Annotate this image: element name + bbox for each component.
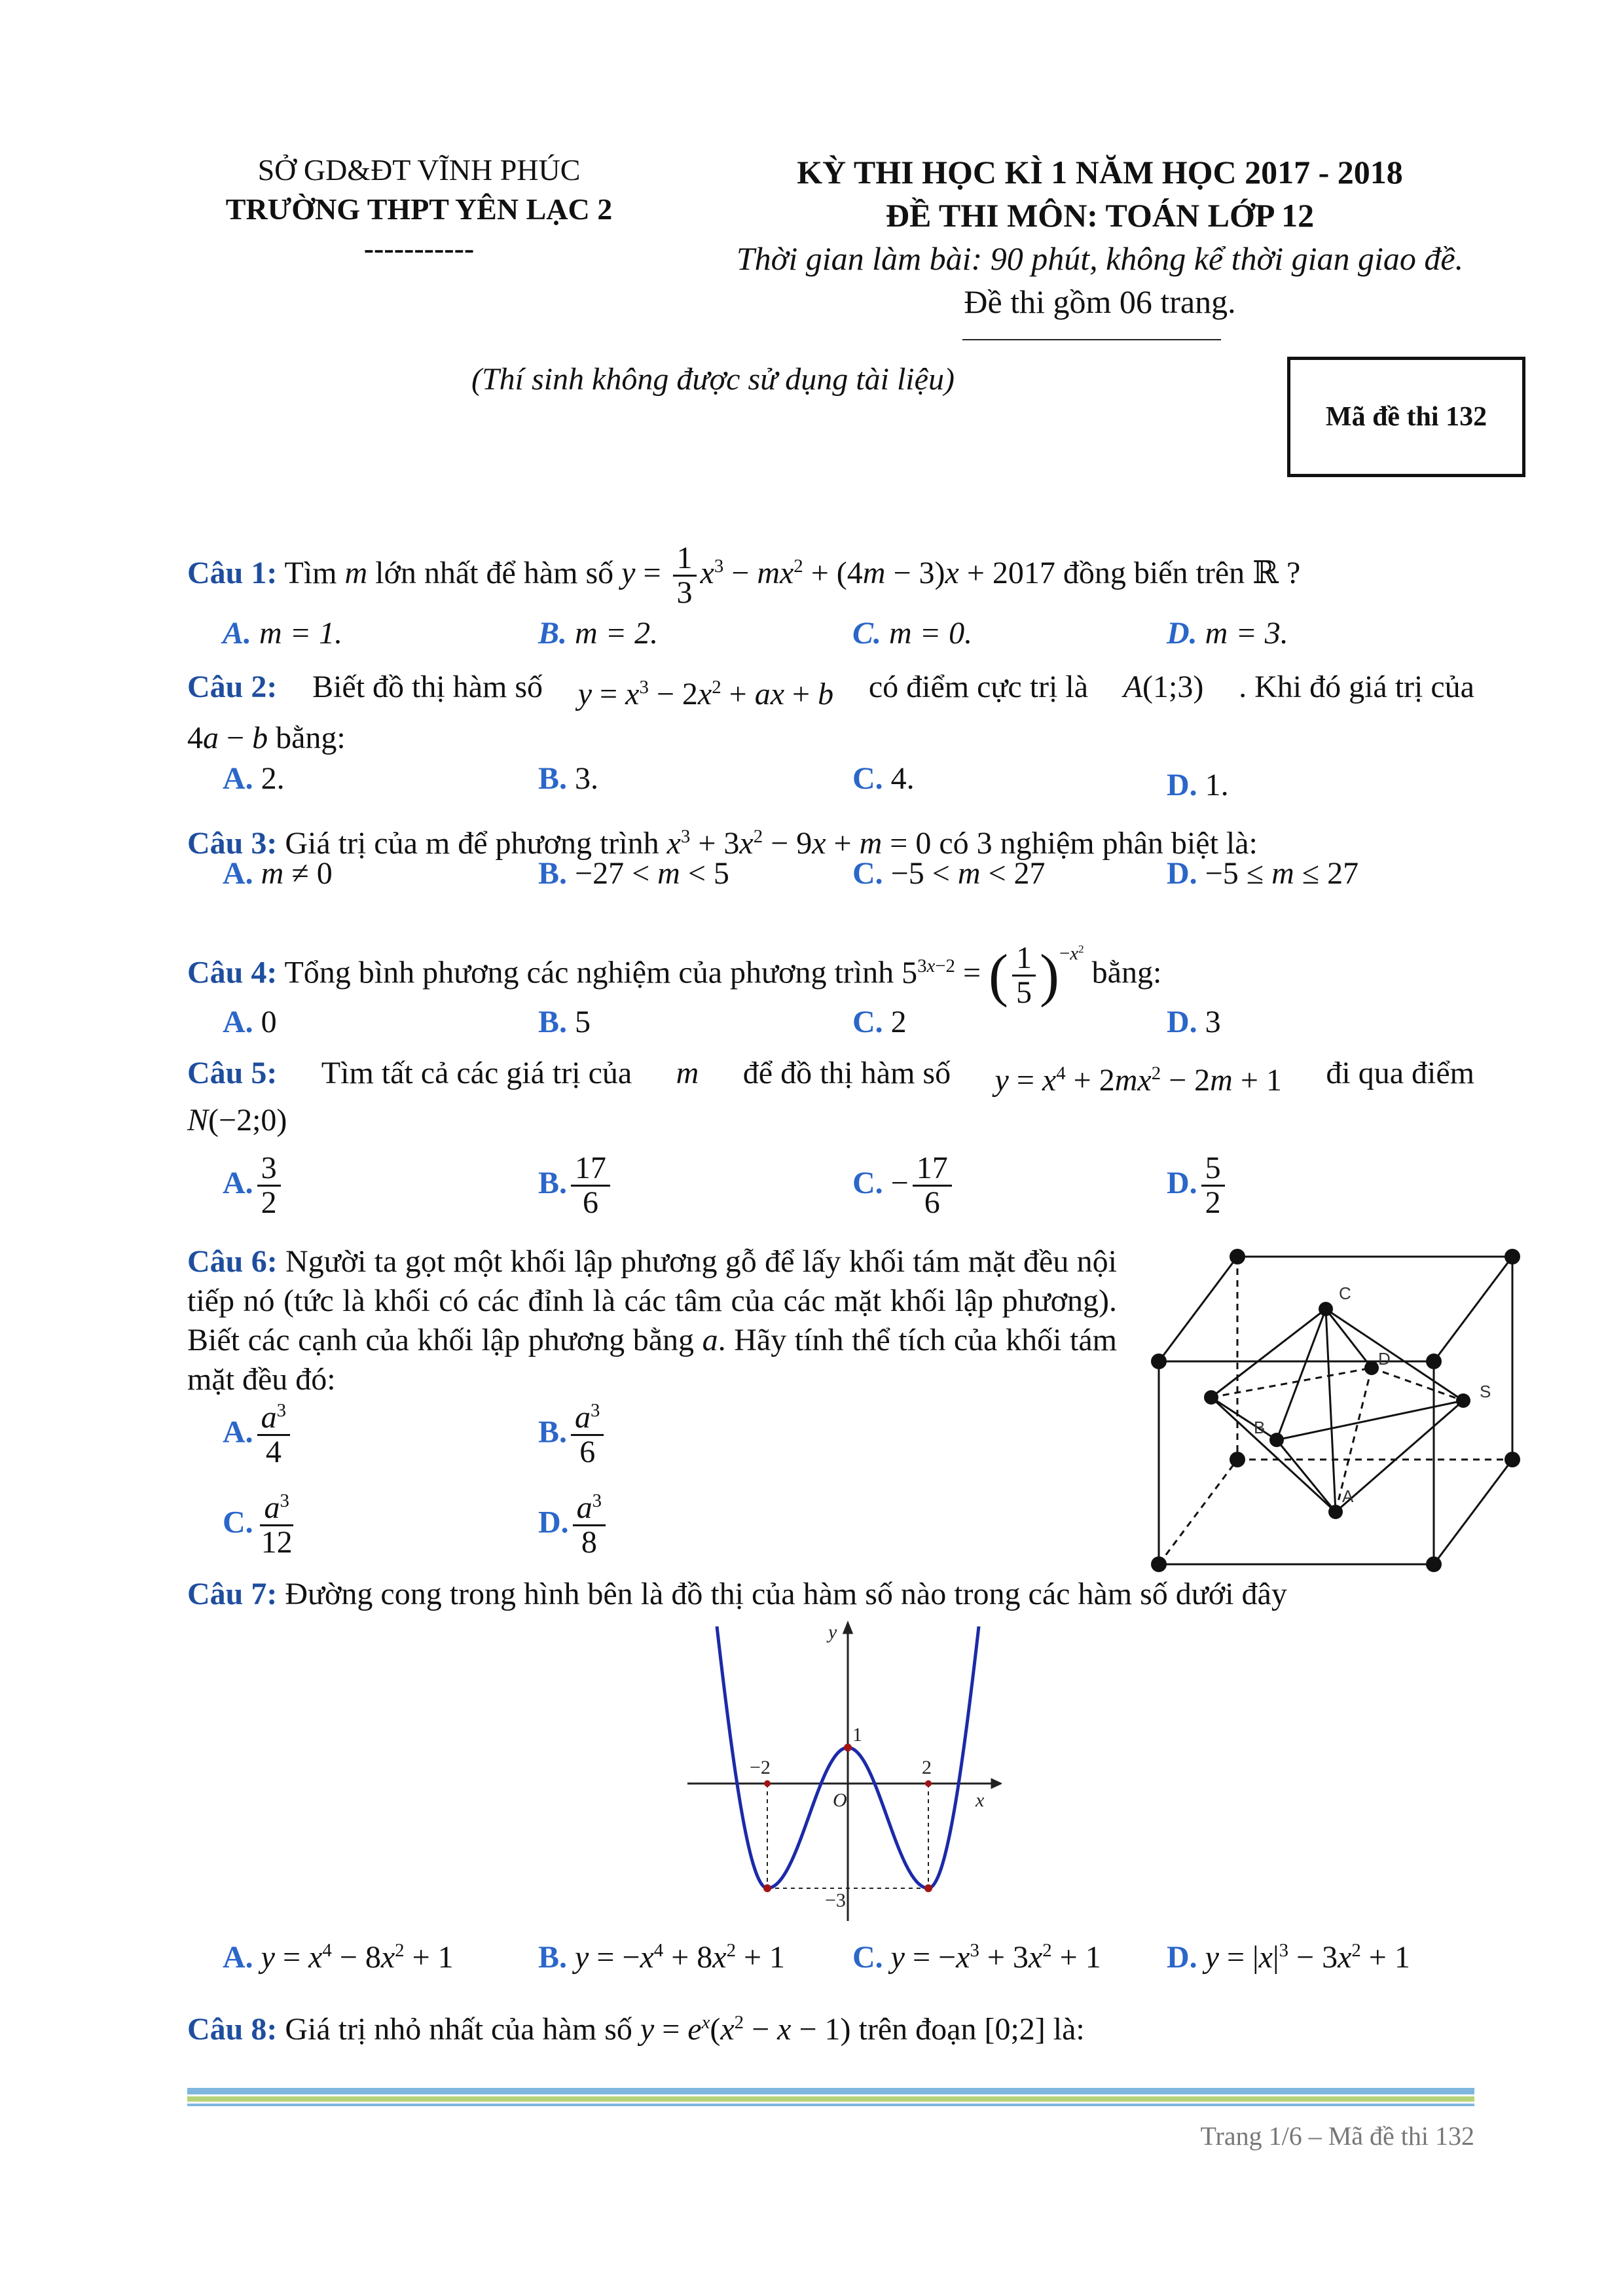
q6-option-d[interactable]: D. $\frac{a^3}{8}$	[538, 1491, 610, 1560]
notice: (Thí sinh không được sử dụng tài liệu)	[471, 362, 955, 397]
vertex-label-c: C	[1339, 1283, 1351, 1303]
question-text: bằng:	[276, 721, 346, 755]
q7-option-d[interactable]: D. $y = |x|^3 - 3x^2 + 1$	[1167, 1940, 1410, 1975]
question-text: bằng:	[1091, 955, 1162, 990]
question-text: Tìm tất cả các giá trị của	[321, 1056, 632, 1090]
question-label: Câu 6:	[187, 1244, 278, 1279]
question-1	[187, 542, 1300, 610]
vertex-label-s: S	[1480, 1382, 1491, 1401]
tick-label-neg2: −2	[750, 1757, 771, 1778]
question-text: Đường cong trong hình bên là đồ thị của hàm số nào trong các hàm số dưới đây	[285, 1577, 1287, 1611]
question-6	[187, 1242, 1117, 1399]
question-label: Câu 1:	[187, 555, 278, 590]
q6-option-c[interactable]: C. $\frac{a^3}{12}$	[223, 1490, 293, 1560]
q1-option-c[interactable]: C. m = 0.	[852, 616, 973, 651]
question-8	[187, 2003, 1085, 2049]
origin-label: O	[833, 1789, 847, 1811]
header-dashes: -----------	[363, 232, 475, 265]
exam-pages: Đề thi gồm 06 trang.	[964, 283, 1236, 320]
q2-option-d[interactable]: D. 1.	[1167, 768, 1229, 802]
question-variable: m	[676, 1056, 699, 1090]
q4-option-b[interactable]: B. 5	[538, 1005, 591, 1039]
q5-option-b[interactable]: B. $\frac{17}{6}$	[538, 1152, 614, 1220]
question-text: có 3 nghiệm phân biệt là:	[939, 826, 1258, 861]
tick-label-1: 1	[852, 1724, 862, 1746]
page-footer: Trang 1/6 – Mã đề thi 132	[1200, 2121, 1474, 2151]
question-7	[187, 1575, 1287, 1614]
question-label: Câu 4:	[187, 955, 278, 990]
department-name: SỞ GD&ĐT VĨNH PHÚC	[257, 153, 581, 187]
formula: $5^{3x-2}$ = ( $\frac{1}{5}$ )$^{-x^2}$	[902, 940, 1084, 1011]
question-5	[187, 1054, 1474, 1100]
q1-option-b[interactable]: B. m = 2.	[538, 616, 659, 651]
q3-option-d[interactable]: D. −5 ≤ m ≤ 27	[1167, 856, 1359, 891]
q7-option-b[interactable]: B. $y = -x^4 + 8x^2 + 1$	[538, 1940, 786, 1975]
question-label: Câu 5:	[187, 1056, 278, 1090]
exam-title: KỲ THI HỌC KÌ 1 NĂM HỌC 2017 - 2018	[797, 154, 1403, 190]
q4-option-d[interactable]: D. 3	[1167, 1005, 1221, 1039]
q4-option-a[interactable]: A. 0	[223, 1005, 277, 1039]
q2-option-c[interactable]: C. 4.	[852, 761, 915, 796]
question-2-cont	[187, 719, 346, 758]
question-text: Biết đồ thị hàm số	[312, 670, 543, 704]
q3-option-c[interactable]: C. −5 < m < 27	[852, 856, 1046, 891]
function-graph	[687, 1620, 1002, 1921]
q2-option-b[interactable]: B. 3.	[538, 761, 599, 796]
q3-option-b[interactable]: B. −27 < m < 5	[538, 856, 729, 891]
q5-option-c[interactable]: C. − $\frac{17}{6}$	[852, 1152, 956, 1220]
q6-option-a[interactable]: A. $\frac{a^3}{4}$	[223, 1401, 294, 1469]
question-text: Người ta gọt một khối lập phương gỗ để lấy khối tám mặt đều nội tiếp nó (tức là khối có các đỉnh là các tâm của các mặt khối lập phương). Biết các cạnh của khối lập phương bằng	[187, 1244, 1118, 1357]
point-n: N(−2;0)	[187, 1103, 287, 1138]
footer-bar	[187, 2104, 1474, 2106]
exam-time: Thời gian làm bài: 90 phút, không kể thời gian giao đề.	[736, 240, 1464, 277]
footer-bar	[187, 2088, 1474, 2094]
question-label: Câu 8:	[187, 2012, 278, 2047]
point-a: A(1;3)	[1123, 670, 1204, 704]
exam-code-box	[1287, 357, 1525, 477]
question-variable: m	[344, 555, 368, 590]
q3-option-a[interactable]: A. m ≠ 0	[223, 856, 333, 891]
q1-option-d[interactable]: D. m = 3.	[1167, 616, 1288, 651]
question-text: ℝ ?	[1252, 555, 1301, 590]
header-left	[164, 151, 674, 268]
question-text: đi qua điểm	[1326, 1056, 1474, 1090]
formula: $y = e^x(x^2 - x - 1)$	[640, 2012, 851, 2047]
footer-bar	[187, 2096, 1474, 2102]
exam-subject: ĐỀ THI MÔN: TOÁN LỚP 12	[885, 197, 1315, 234]
question-text: là:	[1053, 2012, 1085, 2047]
question-label: Câu 3:	[187, 826, 278, 861]
question-label: Câu 7:	[187, 1577, 278, 1611]
header-right	[674, 151, 1525, 323]
exam-code: Mã đề thi 132	[1325, 402, 1487, 432]
question-text: đồng biến trên	[1063, 555, 1245, 590]
q4-option-c[interactable]: C. 2	[852, 1005, 907, 1039]
formula: $y = x^3 - 2x^2$ + ax + b	[577, 677, 834, 711]
vertex-label-d: D	[1378, 1349, 1391, 1369]
question-text: Giá trị nhỏ nhất của hàm số	[285, 2012, 632, 2047]
q5-option-d[interactable]: D. $\frac{5}{2}$	[1167, 1152, 1229, 1220]
tick-label-2: 2	[922, 1757, 932, 1778]
question-text: để đồ thị hàm số	[742, 1056, 951, 1090]
formula: $x^3 + 3x^2 - 9x + m = 0$	[666, 826, 932, 861]
question-text: . Khi đó giá trị của	[1239, 670, 1474, 704]
question-text: Giá trị của m để phương trình	[285, 826, 659, 861]
axis-label-y: y	[828, 1621, 837, 1643]
q7-option-a[interactable]: A. $y = x^4 - 8x^2 + 1$	[223, 1940, 454, 1975]
q7-option-c[interactable]: C. $y = -x^3 + 3x^2 + 1$	[852, 1940, 1101, 1975]
formula: 4a − b	[187, 721, 268, 755]
q5-option-a[interactable]: A. $\frac{3}{2}$	[223, 1152, 285, 1220]
q6-option-b[interactable]: B. $\frac{a^3}{6}$	[538, 1401, 608, 1469]
q1-option-a[interactable]: A. m = 1.	[223, 616, 343, 651]
question-label: Câu 2:	[187, 670, 278, 704]
tick-label-neg3: −3	[825, 1890, 846, 1911]
question-text: lớn nhất để hàm số	[375, 555, 614, 590]
question-2	[187, 668, 1474, 714]
formula: y = $\frac{1}{3}$ $x^3 - mx^2 + (4m - 3)x + 2017$	[621, 541, 1055, 611]
question-4	[187, 929, 1161, 1009]
question-text: . Hãy tính thể tích của khối tám mặt đều đó:	[187, 1323, 1118, 1397]
school-name: TRƯỜNG THPT YÊN LẠC 2	[225, 192, 613, 226]
cube-octahedron-figure	[1139, 1237, 1532, 1577]
header-rule	[962, 339, 1221, 340]
vertex-label-a: A	[1342, 1486, 1354, 1506]
question-text: Tổng bình phương các nghiệm của phương trình	[284, 955, 894, 990]
q2-option-a[interactable]: A. 2.	[223, 761, 285, 796]
axis-label-x: x	[976, 1789, 985, 1811]
question-text: trên đoạn	[858, 2012, 977, 2047]
question-text: có điểm cực trị là	[868, 670, 1089, 704]
vertex-label-b: B	[1254, 1418, 1266, 1437]
formula: $y = x^4 + 2mx^2 - 2m + 1$	[994, 1063, 1282, 1098]
question-text: Tìm	[284, 555, 337, 590]
question-5-cont	[187, 1101, 287, 1140]
question-variable: a	[702, 1323, 718, 1357]
interval: [0;2]	[984, 2012, 1046, 2047]
